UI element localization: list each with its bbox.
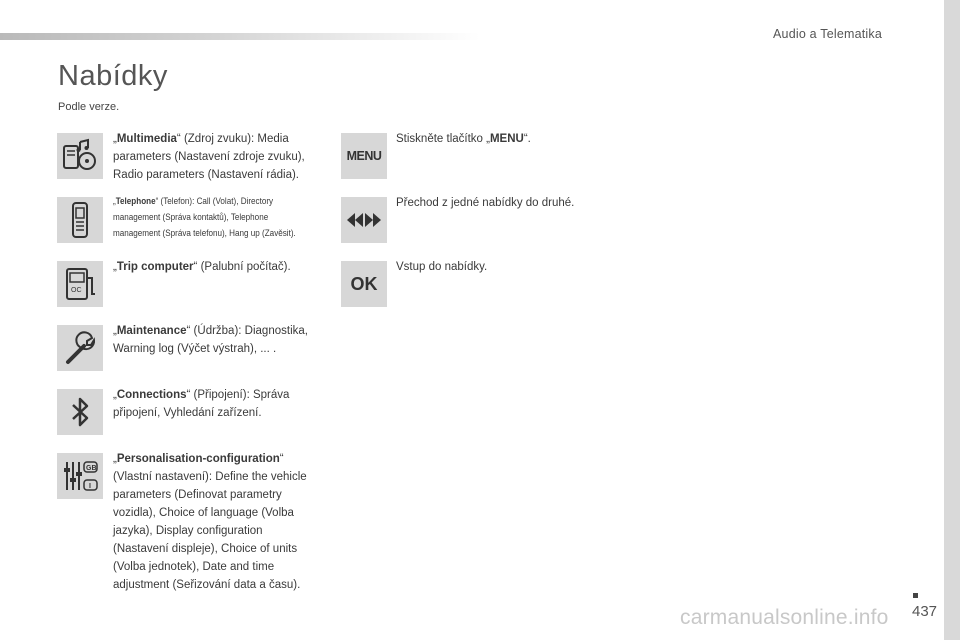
- maintenance-description: „Maintenance“ (Údržba): Diagnostika, Warning log (Výčet výstrah), ... .: [113, 325, 308, 355]
- telephone-icon: [57, 197, 103, 243]
- multimedia-description: „Multimedia“ (Zdroj zvuku): Media parameters (Nastavení zdroje zvuku), Radio parameters (Nastavení rádia).: [113, 133, 305, 181]
- header-gradient-bar: [0, 33, 480, 40]
- page-title: Nabídky: [58, 60, 168, 92]
- connections-label: Connections: [116, 389, 187, 401]
- maintenance-icon: [57, 325, 103, 371]
- telephone-description: „Telephone“ (Telefon): Call (Volat), Directory management (Správa kontaktů), Telephone management (Správa telefonu), Hang up (Zavěsit).: [113, 196, 296, 238]
- svg-text:GB: GB: [86, 465, 97, 472]
- multimedia-label: Multimedia: [116, 133, 177, 145]
- menu-instruction: Stiskněte tlačítko „MENU“.: [396, 133, 531, 145]
- personalisation-description: „Personalisation-configuration“ (Vlastní nastavení): Define the vehicle parameters (Definovat parametry vozidla), Choice of language (Volba jazyka), Display configuration (Nastavení displeje), Choice of units (Volba jednotek), Date and time adjustment (Seřizování data a času).: [113, 453, 307, 591]
- trip-computer-icon: [57, 261, 103, 307]
- multimedia-icon: [57, 133, 103, 179]
- trip-computer-label: Trip computer: [116, 261, 194, 273]
- navigate-arrows-icon: [341, 197, 387, 243]
- page-edge-strip: [944, 0, 960, 640]
- trip-computer-description: „Trip computer“ (Palubní počítač).: [113, 261, 291, 273]
- section-title: Audio a Telematika: [773, 27, 882, 41]
- maintenance-label: Maintenance: [116, 325, 187, 337]
- personalisation-icon: [57, 453, 103, 499]
- svg-text:I: I: [89, 483, 91, 490]
- menu-button-icon: MENU: [341, 133, 387, 179]
- bluetooth-icon: [57, 389, 103, 435]
- watermark: carmanualsonline.info: [680, 606, 889, 629]
- personalisation-label: Personalisation-configuration: [116, 453, 280, 465]
- page-marker: [913, 593, 918, 598]
- navigate-instruction: Přechod z jedné nabídky do druhé.: [396, 197, 575, 209]
- ok-button-icon: OK: [341, 261, 387, 307]
- page-number: 437: [912, 603, 938, 620]
- ok-instruction: Vstup do nabídky.: [396, 261, 488, 273]
- telephone-label: Telephone: [115, 196, 156, 206]
- connections-description: „Connections“ (Připojení): Správa připojení, Vyhledání zařízení.: [113, 389, 290, 419]
- svg-text:OC: OC: [71, 287, 82, 294]
- subtitle: Podle verze.: [58, 101, 120, 113]
